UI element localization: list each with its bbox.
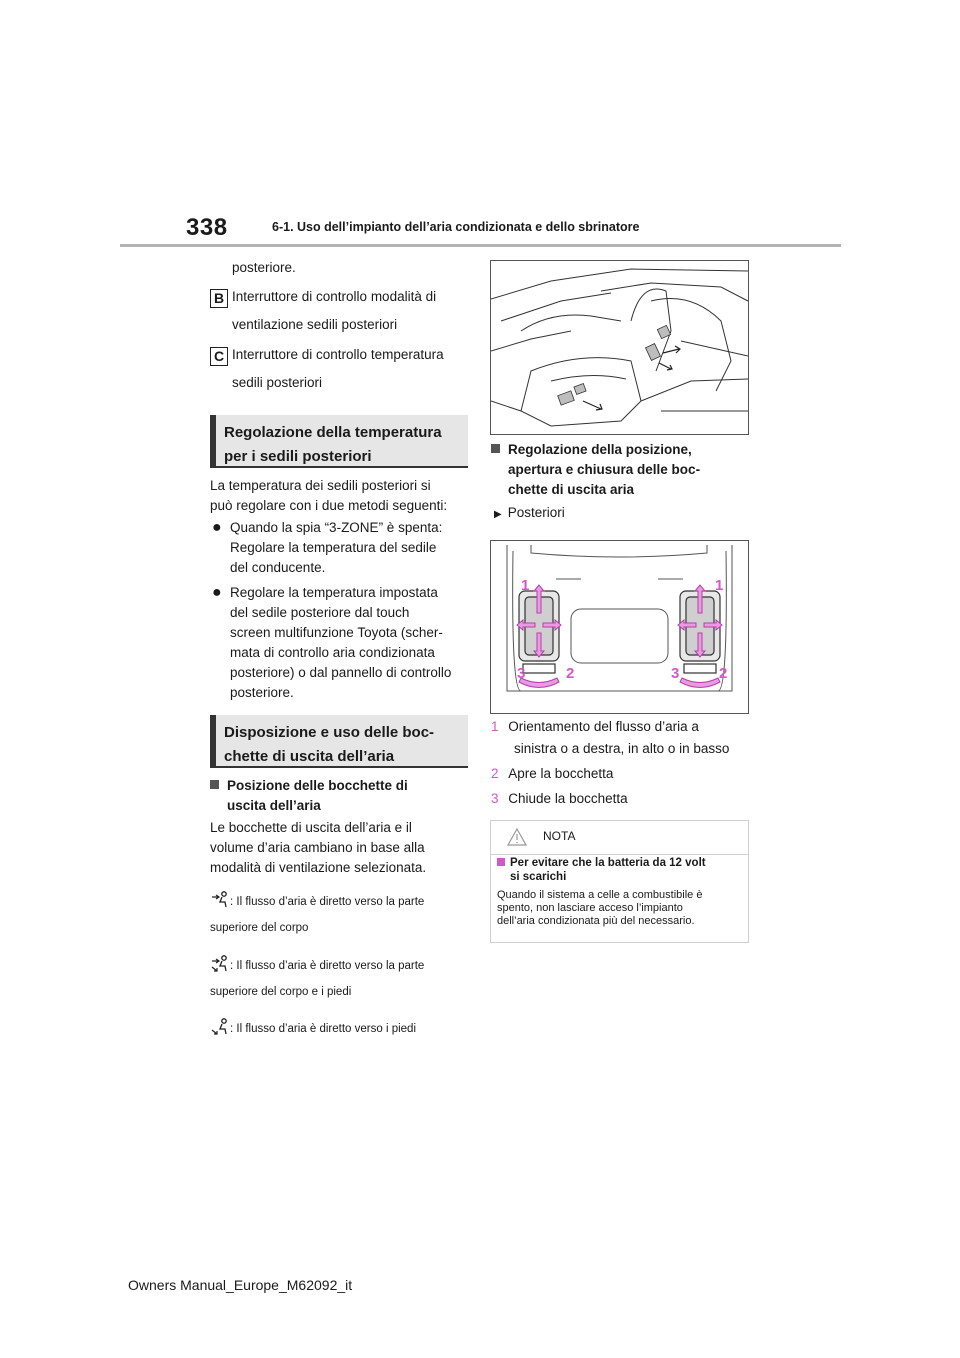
vent-callout-3-right: 3	[671, 665, 680, 682]
vent-callout-2-left: 2	[566, 665, 575, 682]
subheading-line: apertura e chiusura delle boc-	[508, 462, 701, 477]
paragraph-line: volume d’aria cambiano in base alla	[210, 840, 425, 855]
note-header	[491, 821, 748, 855]
bullet-list	[212, 518, 470, 703]
mode-text: : Il flusso d’aria è diretto verso la parte	[230, 896, 425, 908]
subheading-vent-position	[210, 776, 408, 816]
continued-text: posteriore.	[232, 260, 296, 275]
list-item-line: screen multifunzione Toyota (scher-	[230, 625, 443, 640]
list-item-line: Regolare la temperatura impostata	[230, 585, 438, 600]
item-b-line1: Interruttore di controllo modalità di	[232, 289, 437, 304]
rear-seat-illustration	[490, 260, 749, 435]
section-heading-line2: per i sedili posteriori	[224, 448, 372, 465]
label-b-badge: B	[210, 289, 228, 308]
subheading-line: Regolazione della posizione,	[508, 442, 692, 457]
legend-item-1	[491, 717, 699, 737]
paragraph-vent-modes	[210, 818, 470, 878]
note-body-line: dell’aria condizionata più del necessario.	[497, 915, 695, 927]
page-number: 338	[186, 214, 228, 241]
subheading-vent-adjust	[491, 440, 700, 500]
paragraph-temperature-methods	[210, 476, 470, 516]
mode-text: : Il flusso d’aria è diretto verso i piedi	[230, 1023, 417, 1035]
item-b	[210, 287, 436, 308]
note-title-line: si scarichi	[510, 871, 567, 883]
note-body-line: Quando il sistema a celle a combustibile è	[497, 889, 703, 901]
subheading-line: uscita dell’aria	[227, 798, 321, 813]
section-heading-vents	[210, 715, 468, 768]
vent-callout-3-left: 3	[517, 665, 526, 682]
list-item-line: mata di controllo aria condizionata	[230, 645, 435, 660]
note-label: NOTA	[543, 829, 576, 843]
note-square-icon	[497, 858, 505, 866]
legend-item-2	[491, 764, 613, 784]
footer-manual-name: Owners Manual_Europe_M62092_it	[128, 1277, 353, 1293]
paragraph-line: modalità di ventilazione selezionata.	[210, 860, 427, 875]
note-title-line: Per evitare che la batteria da 12 volt	[510, 857, 706, 869]
section-title: 6-1. Uso dell’impianto dell’aria condizionata e dello sbrinatore	[272, 220, 640, 234]
item-c	[210, 345, 444, 366]
mode-text: superiore del corpo	[210, 922, 309, 934]
section-heading-line1: Disposizione e uso delle boc-	[224, 724, 435, 741]
legend-number: 2	[491, 766, 499, 781]
triangle-bullet-icon: ▶	[494, 509, 502, 520]
list-item-line: del conducente.	[230, 560, 326, 575]
paragraph-line: può regolare con i due metodi seguenti:	[210, 498, 448, 513]
list-item-line: posteriore) o dal pannello di controllo	[230, 665, 452, 680]
subheading-line: Posizione delle bocchette di	[227, 778, 408, 793]
item-b-line2: ventilazione sedili posteriori	[232, 317, 398, 332]
subheading-line: chette di uscita aria	[508, 482, 635, 497]
item-c-line2: sedili posteriori	[232, 375, 323, 390]
legend-number: 1	[491, 719, 499, 734]
section-heading-line2: chette di uscita dell’aria	[224, 748, 395, 765]
legend-number: 3	[491, 791, 499, 806]
sub-bullet-text: Posteriori	[507, 505, 565, 520]
face-airflow-icon	[210, 891, 230, 909]
mode-text: superiore del corpo e i piedi	[210, 986, 352, 998]
note-body	[497, 889, 742, 928]
note-body-line: spento, non lasciare acceso l’impianto	[497, 902, 683, 914]
vent-callout-1-right: 1	[715, 577, 724, 594]
warning-triangle-icon	[507, 828, 527, 846]
face-feet-airflow-icon	[210, 955, 230, 973]
list-item	[212, 583, 470, 703]
mode-face-feet	[210, 955, 424, 974]
list-item-line: del sedile posteriore dal touch	[230, 605, 410, 620]
mode-text: : Il flusso d’aria è diretto verso la parte	[230, 960, 425, 972]
bullet-dot-icon: ●	[212, 584, 222, 601]
legend-item-3	[491, 789, 628, 809]
note-title	[497, 856, 742, 884]
legend-text: Chiude la bocchetta	[508, 791, 628, 806]
list-item-line: posteriore.	[230, 685, 294, 700]
header-divider	[120, 244, 841, 247]
feet-airflow-icon	[210, 1018, 230, 1036]
paragraph-line: Le bocchette di uscita dell’aria e il	[210, 820, 412, 835]
square-bullet-icon	[210, 780, 219, 789]
mode-face	[210, 891, 424, 910]
section-heading-temperature	[210, 415, 468, 468]
square-bullet-icon	[491, 444, 500, 453]
label-c-badge: C	[210, 347, 228, 366]
list-item-line: Quando la spia “3-ZONE” è spenta:	[230, 520, 443, 535]
bullet-dot-icon: ●	[212, 519, 222, 536]
legend-text: Apre la bocchetta	[508, 766, 614, 781]
paragraph-line: La temperatura dei sedili posteriori si	[210, 478, 431, 493]
legend-text: Orientamento del flusso d’aria a	[508, 719, 699, 734]
mode-feet	[210, 1018, 416, 1037]
note-box	[490, 820, 749, 943]
vent-callout-2-right: 2	[719, 665, 728, 682]
vent-callout-1-left: 1	[521, 577, 530, 594]
section-heading-line1: Regolazione della temperatura	[224, 424, 442, 441]
rear-vents-illustration	[490, 540, 749, 714]
list-item-line: Regolare la temperatura del sedile	[230, 540, 437, 555]
legend-text: sinistra o a destra, in alto o in basso	[514, 741, 730, 756]
item-c-line1: Interruttore di controllo temperatura	[232, 347, 444, 362]
list-item	[212, 518, 470, 578]
sub-bullet-rear	[494, 503, 565, 525]
